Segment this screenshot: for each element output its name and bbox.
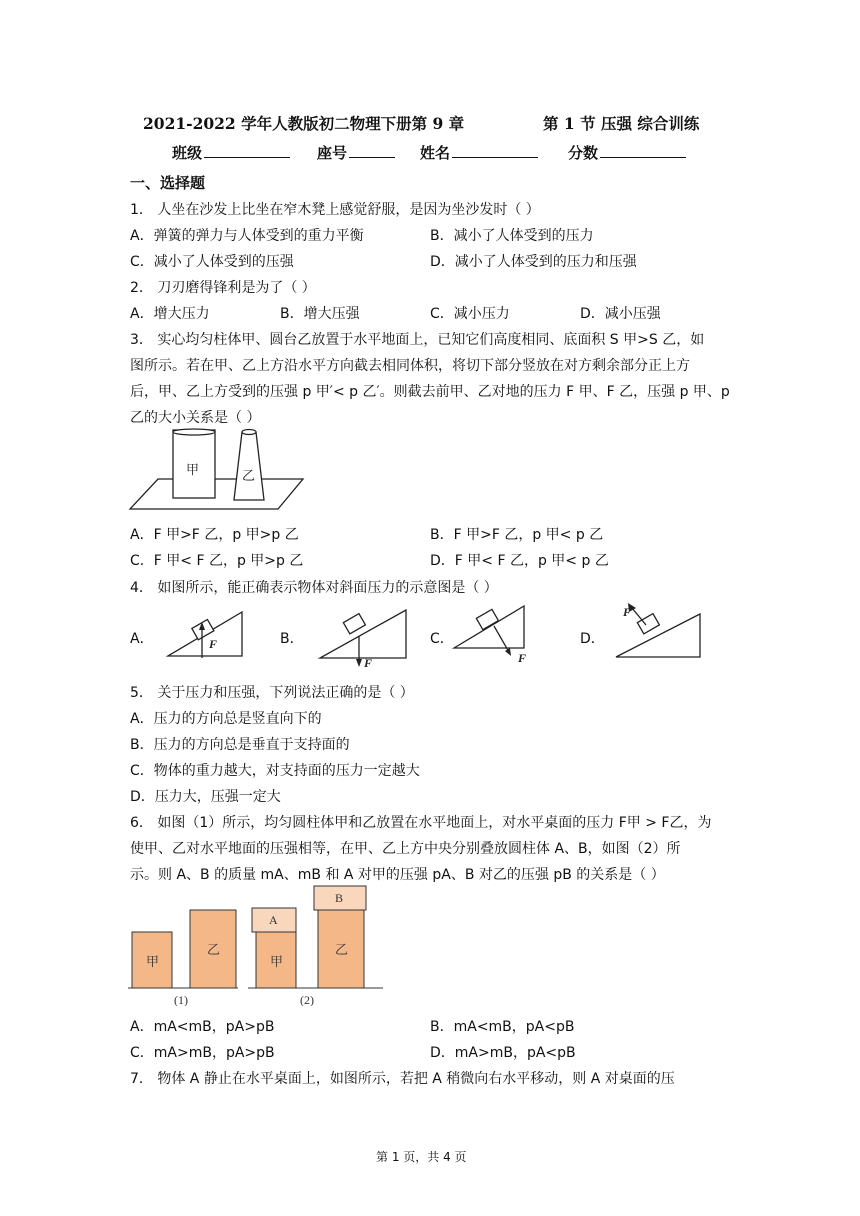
field-label: 分数 — [568, 144, 599, 162]
blank-line[interactable] — [349, 142, 395, 158]
q3-stem-line3: 后，甲、乙上方受到的压强 p 甲′< p 乙′。则截去前甲、乙对地的压力 F 甲、F 乙，压强 p 甲、p — [130, 384, 730, 400]
force-label: F — [364, 656, 373, 668]
field-score[interactable] — [568, 142, 686, 163]
q5-option-d[interactable]: D．压力大，压强一定大 — [130, 789, 281, 805]
caption-2: (2) — [300, 993, 314, 1006]
q6-stem-line2: 使甲、乙对水平地面的压强相等，在甲、乙上方中央分别叠放圆柱体 A、B，如图（2）所 — [130, 841, 681, 857]
q4-option-d-letter[interactable]: D． — [580, 631, 605, 647]
blank-line[interactable] — [600, 142, 686, 158]
block — [343, 614, 365, 634]
q2-option-a[interactable]: A．增大压力 — [130, 306, 210, 322]
incline — [320, 610, 406, 658]
page-footer: 第 1 页，共 4 页 — [376, 1150, 467, 1164]
q4-option-b-letter[interactable]: B． — [280, 631, 304, 647]
label-yi: 乙 — [242, 468, 256, 483]
field-seat[interactable] — [317, 142, 395, 163]
force-label: F — [209, 637, 218, 651]
title-right: 第 1 节 压强 综合训练 — [543, 114, 700, 133]
q6-option-c[interactable]: C．mA>mB，pA>pB — [130, 1045, 275, 1061]
q6-stem-line3: 示。则 A、B 的质量 mA、mB 和 A 对甲的压强 pA、B 对乙的压强 pB 的关系是（ ） — [130, 867, 665, 883]
force-label: F — [623, 605, 632, 619]
q6-option-d[interactable]: D．mA>mB，pA<pB — [430, 1045, 576, 1061]
incline — [616, 614, 700, 657]
q3-stem-line2: 图所示。若在甲、乙上方沿水平方向截去相同体积，将切下部分竖放在对方剩余部分正上方 — [130, 358, 690, 374]
q1-option-b[interactable]: B．减小了人体受到的压力 — [430, 228, 594, 244]
q5-option-b[interactable]: B．压力的方向总是垂直于支持面的 — [130, 737, 350, 753]
q3-option-b[interactable]: B．F 甲>F 乙，p 甲< p 乙 — [430, 527, 604, 543]
q5-stem: 5． 关于压力和压强，下列说法正确的是（ ） — [130, 685, 414, 701]
q4-figure-b — [318, 606, 410, 668]
q4-figure-a — [166, 608, 246, 660]
label-jia-1: 甲 — [146, 954, 160, 969]
q2-stem: 2． 刀刃磨得锋利是为了（ ） — [130, 280, 316, 296]
q4-option-c-letter[interactable]: C． — [430, 631, 454, 647]
label-jia: 甲 — [186, 462, 200, 477]
block — [476, 609, 498, 629]
q5-option-a[interactable]: A．压力的方向总是竖直向下的 — [130, 711, 322, 727]
field-label: 姓名 — [420, 144, 451, 162]
frustum-yi-top — [242, 430, 256, 435]
label-b: B — [335, 891, 344, 905]
q1-option-a[interactable]: A．弹簧的弹力与人体受到的重力平衡 — [130, 228, 364, 244]
q3-option-d[interactable]: D．F 甲< F 乙，p 甲< p 乙 — [430, 553, 609, 569]
q3-option-c[interactable]: C．F 甲< F 乙，p 甲>p 乙 — [130, 553, 304, 569]
q4-figure-d — [612, 600, 712, 660]
q3-stem-line1: 3． 实心均匀柱体甲、圆台乙放置于水平地面上，已知它们高度相同、底面积 S 甲>S 乙，如 — [130, 332, 705, 348]
q7-stem: 7． 物体 A 静止在水平桌面上，如图所示，若把 A 稍微向右水平移动，则 A 对桌面的压 — [130, 1071, 675, 1087]
cylinder-jia-top — [173, 429, 215, 435]
q6-option-b[interactable]: B．mA<mB，pA<pB — [430, 1019, 575, 1035]
q2-option-c[interactable]: C．减小压力 — [430, 306, 510, 322]
label-jia-2: 甲 — [270, 954, 284, 969]
section-heading: 一、选择题 — [130, 174, 206, 192]
field-class[interactable] — [172, 142, 290, 163]
q5-option-c[interactable]: C．物体的重力越大，对支持面的压力一定越大 — [130, 763, 420, 779]
blank-line[interactable] — [452, 142, 538, 158]
q2-option-d[interactable]: D．减小压强 — [580, 306, 661, 322]
q3-option-a[interactable]: A．F 甲>F 乙，p 甲>p 乙 — [130, 527, 299, 543]
label-a: A — [269, 913, 278, 927]
block — [637, 614, 659, 634]
field-label: 班级 — [172, 144, 203, 162]
q2-option-b[interactable]: B．增大压强 — [280, 306, 360, 322]
q6-stem-line1: 6． 如图（1）所示，均匀圆柱体甲和乙放置在水平地面上，对水平桌面的压力 F甲 > F乙，为 — [130, 815, 712, 831]
arrow-head — [505, 648, 511, 656]
q1-option-c[interactable]: C．减小了人体受到的压强 — [130, 254, 294, 270]
q3-stem-line4: 乙的大小关系是（ ） — [130, 410, 261, 426]
q4-stem: 4． 如图所示，能正确表示物体对斜面压力的示意图是（ ） — [130, 580, 498, 596]
label-yi-2: 乙 — [335, 942, 349, 957]
label-yi-1: 乙 — [207, 942, 221, 957]
frustum-yi — [234, 432, 264, 500]
field-label: 座号 — [317, 144, 348, 162]
ground-plane — [130, 479, 303, 509]
force-label: F — [518, 651, 527, 665]
q3-figure — [128, 428, 308, 513]
q4-figure-c — [452, 604, 544, 666]
title-left: 2021-2022 学年人教版初二物理下册第 9 章 — [143, 114, 465, 133]
blank-line[interactable] — [204, 142, 290, 158]
q4-option-a-letter[interactable]: A． — [130, 631, 154, 647]
q1-option-d[interactable]: D．减小了人体受到的压力和压强 — [430, 254, 637, 270]
caption-1: (1) — [174, 993, 188, 1006]
q1-stem: 1． 人坐在沙发上比坐在窄木凳上感觉舒服，是因为坐沙发时（ ） — [130, 202, 540, 218]
q6-option-a[interactable]: A．mA<mB，pA>pB — [130, 1019, 275, 1035]
q6-figure — [128, 884, 388, 1006]
field-name[interactable] — [420, 142, 538, 163]
arrow-head — [356, 659, 362, 667]
